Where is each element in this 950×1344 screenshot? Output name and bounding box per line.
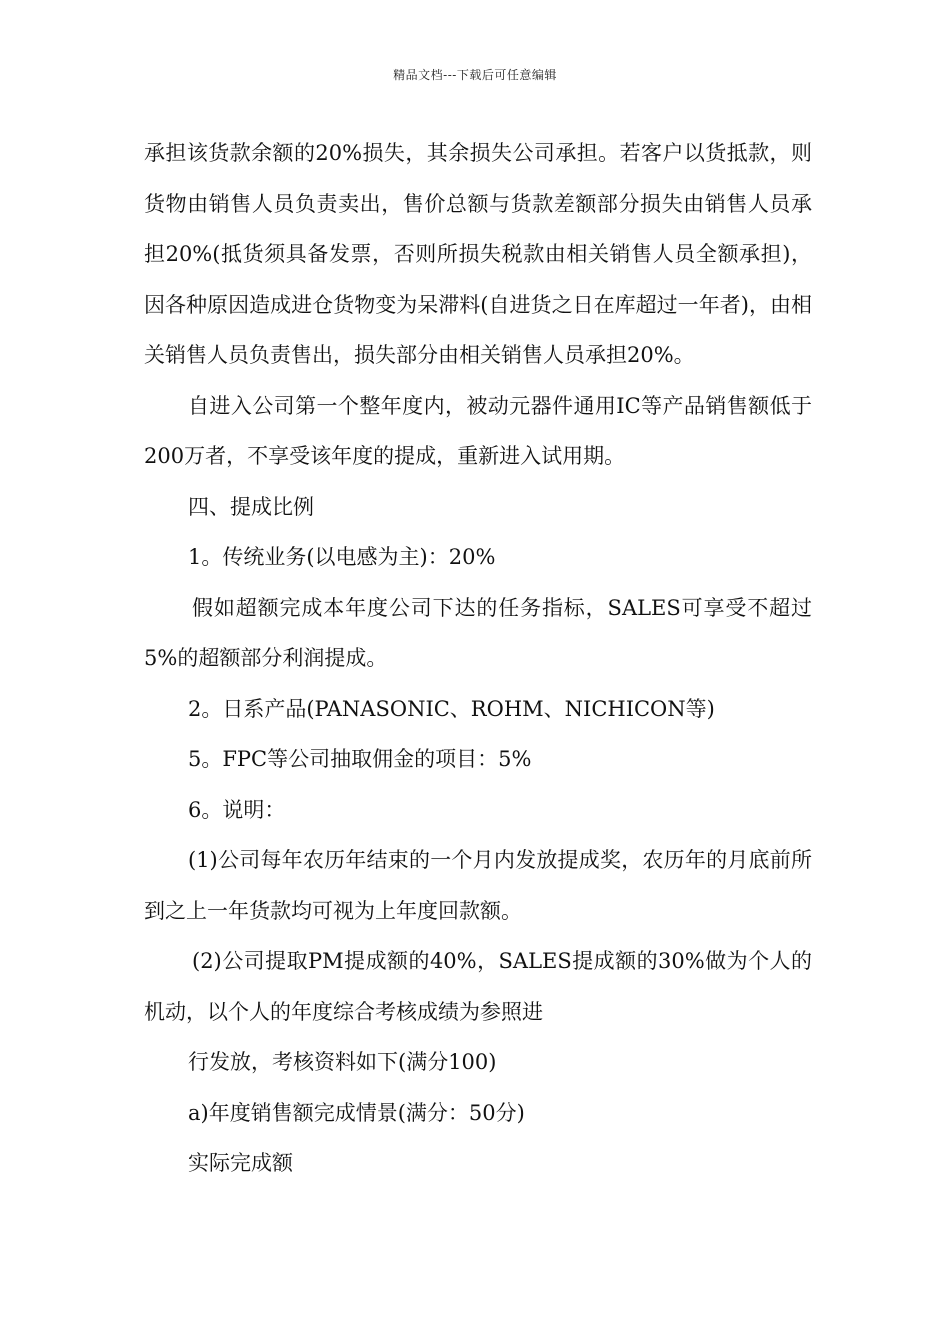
list-item-japanese-products: 2。日系产品(PANASONIC、ROHM、NICHICON等) xyxy=(188,696,715,721)
note-item-2: (2)公司提取PM提成额的40%，SALES提成额的30%做为个人的机动，以个人的年度综合考核成绩为参照进 xyxy=(144,949,812,1024)
paragraph-assessment-intro: 行发放，考核资料如下(满分100) xyxy=(188,1050,497,1074)
note-item-1: (1)公司每年农历年结束的一个月内发放提成奖，农历年的月底前所到之上一年货款均可视为上年度回款额。 xyxy=(144,848,812,923)
document-body xyxy=(144,128,812,1189)
assessment-item-a: a)年度销售额完成情景(满分：50分) xyxy=(188,1100,525,1125)
section-heading-commission-ratio: 四、提成比例 xyxy=(188,494,314,519)
paragraph-first-year-sales: 自进入公司第一个整年度内，被动元器件通用IC等产品销售额低于200万者，不享受该年度的提成，重新进入试用期。 xyxy=(144,393,812,468)
paragraph-excess-target: 假如超额完成本年度公司下达的任务指标，SALES可享受不超过5%的超额部分利润提成。 xyxy=(144,595,812,670)
page-header: 精品文档---下载后可任意编辑 xyxy=(393,68,557,82)
assessment-actual-amount: 实际完成额 xyxy=(188,1151,293,1175)
list-item-traditional-business: 1。传统业务(以电感为主)：20% xyxy=(188,545,496,569)
list-item-fpc-commission: 5。FPC等公司抽取佣金的项目：5% xyxy=(188,747,532,771)
paragraph-loss-responsibility: 承担该货款余额的20%损失，其余损失公司承担。若客户以货抵款，则货物由销售人员负责卖出，售价总额与货款差额部分损失由销售人员承担20%(抵货须具备发票，否则所损失税款由相关销售人员全额承担)，因各种原因造成进仓货物变为呆滞料(自进货之日在库超过一年者)，由相关销售人员负责售出，损失部分由相关销售人员承担20%。 xyxy=(144,141,812,367)
list-item-notes: 6。说明： xyxy=(188,797,286,822)
